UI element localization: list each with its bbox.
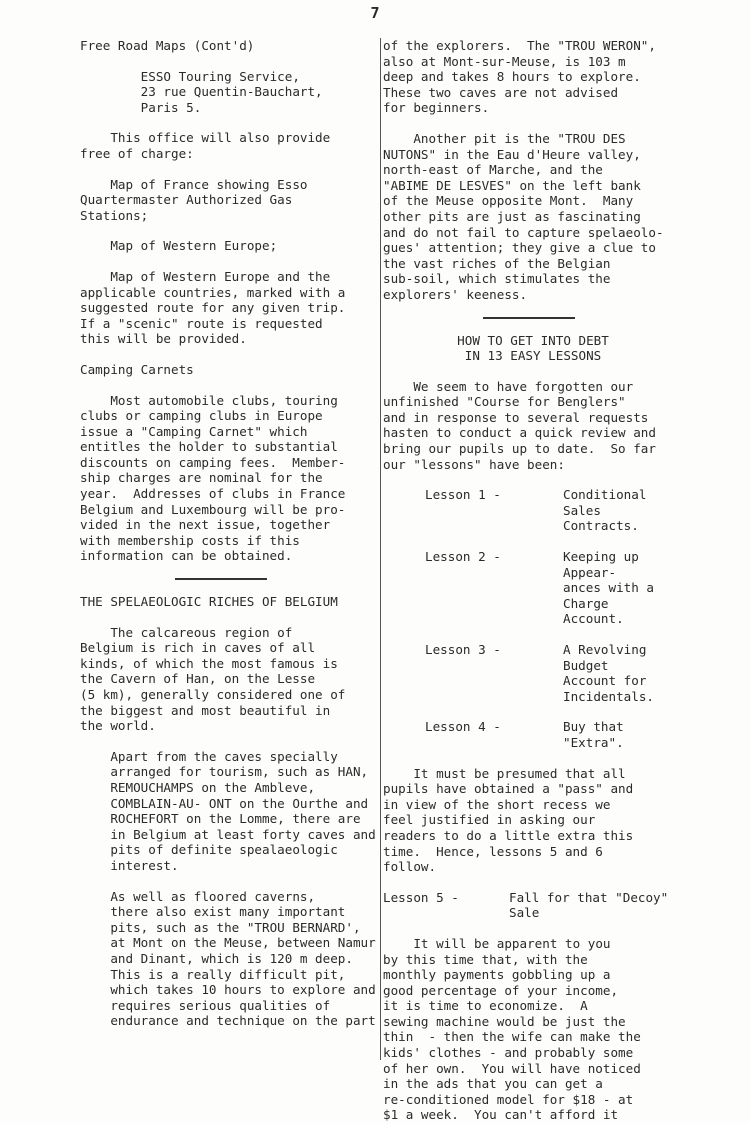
lesson-label: Lesson 4 - (425, 719, 501, 735)
left-column (80, 38, 378, 1029)
lesson-item (425, 719, 683, 750)
calcareous-paragraph: The calcareous region of Belgium is rich in caves of all kinds, of which the most famous is the Cavern of Han, on the Lesse (5 km), generally considered one of the biggest and most beautiful in the world. (80, 624, 346, 734)
heading-spelaeologic: THE SPELAEOLOGIC RICHES OF BELGIUM (80, 594, 338, 610)
lesson-item (425, 549, 683, 627)
section-rule (483, 317, 575, 319)
lesson-text: A Revolving Budget Account for Incidentals. (563, 642, 654, 704)
heading-debt-lessons: HOW TO GET INTO DEBT IN 13 EASY LESSONS (457, 332, 609, 364)
heading-camping-carnets: Camping Carnets (80, 361, 194, 377)
column-divider (380, 38, 381, 1060)
lesson-5-label: Lesson 5 - (383, 889, 459, 905)
presumed-paragraph: It must be presumed that all pupils have obtained a "pass" and in view of the short recess we feel justified in asking our readers to do a little extra this time. Hence, lessons 5 and 6 follow. (383, 765, 634, 875)
camping-paragraph: Most automobile clubs, touring clubs or camping clubs in Europe issue a "Camping Carnet" which entitles the holder to substantial discounts on camping fees. Member- ship charges are nominal for the year. Addresses of clubs in France Belgium and Luxembourg will be pro- vided in the next issue, together with membership costs if this information can be obtained. (80, 392, 346, 564)
lesson-label: Lesson 2 - (425, 549, 501, 565)
other-pits-paragraph: Another pit is the "TROU DES NUTONS" in the Eau d'Heure valley, north-east of Marche, and the "ABIME DE LESVES" on the left bank of the Meuse opposite Mont. Many other pits are just as fascinating and do not fail to capture spelaeolo- gues' attention; they give a clue to the vast riches of the Belgian sub-soil, which stimulates the explorers' keeness. (383, 130, 664, 302)
lesson-item (425, 642, 683, 704)
map-western-europe-item: Map of Western Europe; (80, 238, 278, 254)
lesson-5-text: Fall for that "Decoy" Sale (509, 889, 669, 921)
lesson-item (425, 487, 683, 534)
lesson-5-heading (383, 890, 683, 921)
section-rule (175, 578, 267, 580)
pits-paragraph: As well as floored caverns, there also exist many important pits, such as the "TROU BERNARD', at Mont on the Meuse, between Namur and Dinant, which is 120 m deep. This is a really difficult pit, which takes 10 hours to explore and requires serious qualities of endurance and technique on the part (110, 888, 376, 1029)
esso-address: ESSO Touring Service, 23 rue Quentin-Bauchart, Paris 5. (140, 68, 323, 115)
right-column (383, 38, 683, 1123)
explorers-paragraph: of the explorers. The "TROU WERON", also at Mont-sur-Meuse, is 103 m deep and takes 8 hours to explore. These two caves are not advised for beginners. (383, 38, 656, 116)
map-france-item: Map of France showing Esso Quartermaster Authorized Gas Stations; (80, 176, 308, 223)
sewing-machine-paragraph: It will be apparent to you by this time that, with the monthly payments gobbling up a good percentage of your income, it is time to economize. A sewing machine would be just the thin - then the wife can make the kids' clothes - and probably some of her own. You will have noticed in the ads that you can get a re-conditioned model for $18 - at $1 a week. You can't afford it (383, 935, 641, 1123)
caves-paragraph: Apart from the caves specially arranged for tourism, such as HAN, REMOUCHAMPS on the Ambleve, COMBLAIN-AU- ONT on the Ourthe and ROCHEFORT on the Lomme, there are in Belgium at least forty caves and pits of definite spealaeologic interest. (110, 748, 376, 873)
lesson-label: Lesson 1 - (425, 487, 501, 503)
lesson-text: Buy that "Extra". (563, 719, 632, 750)
office-paragraph: This office will also provide free of charge: (80, 130, 331, 161)
map-route-item: Map of Western Europe and the applicable countries, marked with a suggested route for any given trip. If a "scenic" route is requested this will be provided. (80, 268, 346, 347)
page-number: 7 (370, 4, 380, 22)
lesson-label: Lesson 3 - (425, 642, 501, 657)
heading-free-road-maps: Free Road Maps (Cont'd) (80, 38, 255, 53)
lesson-text: Conditional Sales Contracts. (563, 487, 647, 534)
lesson-text: Keeping up Appear- ances with a Charge Account. (563, 549, 654, 627)
course-intro-paragraph: We seem to have forgotten our unfinished "Course for Benglers" and in response to several requests hasten to conduct a quick review and bring our pupils up to date. So far our "lessons" have been: (383, 378, 656, 472)
